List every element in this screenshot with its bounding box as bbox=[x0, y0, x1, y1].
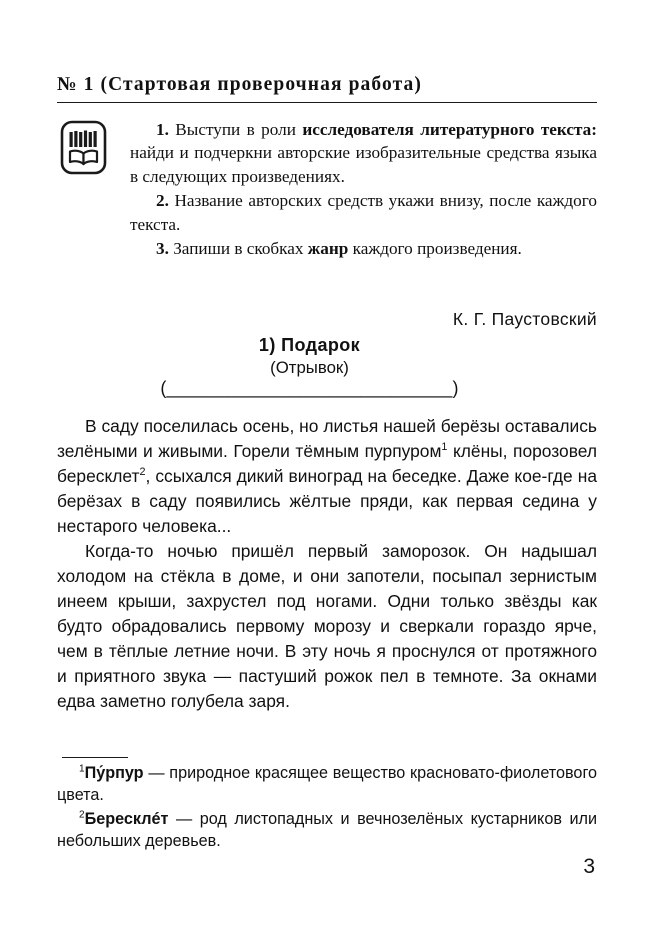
passage-paragraph-1 bbox=[57, 414, 597, 539]
task-item-1-text-before: Выступи в роли bbox=[168, 120, 303, 139]
footnote-1-text: — природное красящее вещество красновато-фиолетового цвета. bbox=[57, 764, 597, 805]
paragraph-1-part-3: , ссыхался дикий виноград на беседке. Даже кое-где на берёзах в саду появились жёлтые пряди, как первая седина у нестарого человека... bbox=[57, 465, 597, 536]
page-header bbox=[57, 74, 597, 103]
task-item-2-text: Название авторских средств укажи внизу, после каждого текста. bbox=[130, 191, 597, 234]
task-item-3-number: 3. bbox=[156, 238, 169, 258]
page-number: 3 bbox=[583, 855, 595, 878]
task-item-1 bbox=[130, 118, 597, 188]
footnote-2 bbox=[57, 808, 597, 852]
task-item-3-text-before: Запиши в скобках bbox=[168, 238, 308, 258]
footnote-1-marker: 1 bbox=[79, 763, 85, 775]
footnotes-block bbox=[57, 762, 597, 852]
book-task-icon bbox=[60, 120, 107, 175]
footnote-1-term: Пу́рпур bbox=[84, 764, 144, 782]
footnote-2-text: — род листопадных и вечнозелёных кустарников или небольших деревьев. bbox=[57, 810, 597, 851]
passage-paragraph-2: Когда-то ночью пришёл первый заморозок. Он надышал холодом на стёкла в доме, и они запотели, посыпал зернистым инеем крыши, захрустел под ногами. Одни только звёзды как будто обрадовались первому морозу и сверкали гораздо ярче, чем в тёплые летние ночи. В эту ночь я проснулся от протяжного и приятного звука — пастуший рожок пел в темноте. За окнами едва заметно голубела заря. bbox=[57, 540, 597, 711]
task-item-3 bbox=[130, 237, 597, 260]
task-item-3-bold: жанр bbox=[307, 238, 349, 258]
work-author: К. Г. Паустовский bbox=[452, 309, 597, 329]
reading-passage bbox=[57, 414, 597, 714]
task-item-1-text-after: найди и подчеркни авторские изобразительные средства языка в следующих произведениях. bbox=[130, 143, 597, 186]
task-item-3-text-after: каждого произведения. bbox=[348, 238, 522, 258]
task-instructions-block bbox=[57, 118, 597, 260]
task-item-1-bold: исследователя литературного текста: bbox=[302, 120, 597, 139]
paragraph-1-part-2: клёны, порозовел бересклет bbox=[57, 440, 598, 486]
work-title: 1) Подарок bbox=[258, 335, 361, 355]
task-item-2 bbox=[130, 189, 597, 236]
genre-answer-blank[interactable]: (____________________________) bbox=[160, 378, 459, 398]
paragraph-1-part-1: В саду поселилась осень, но листья нашей берёзы оставались зелёными и живыми. Горели тёмным пурпуром bbox=[57, 416, 597, 461]
footnote-2-marker: 2 bbox=[79, 809, 85, 821]
footnote-marker-2: 2 bbox=[139, 466, 146, 479]
task-item-1-number: 1. bbox=[156, 120, 169, 139]
footnote-divider bbox=[62, 757, 128, 758]
work-subtitle: (Отрывок) bbox=[270, 358, 349, 377]
footnote-1 bbox=[57, 762, 597, 806]
page-title: № 1 (Стартовая проверочная работа) bbox=[57, 74, 422, 95]
task-item-2-number: 2. bbox=[156, 191, 169, 211]
task-list bbox=[130, 118, 597, 260]
footnote-2-term: Бересклéт bbox=[84, 810, 169, 829]
header-divider bbox=[57, 102, 597, 103]
footnote-marker-1: 1 bbox=[441, 441, 448, 454]
